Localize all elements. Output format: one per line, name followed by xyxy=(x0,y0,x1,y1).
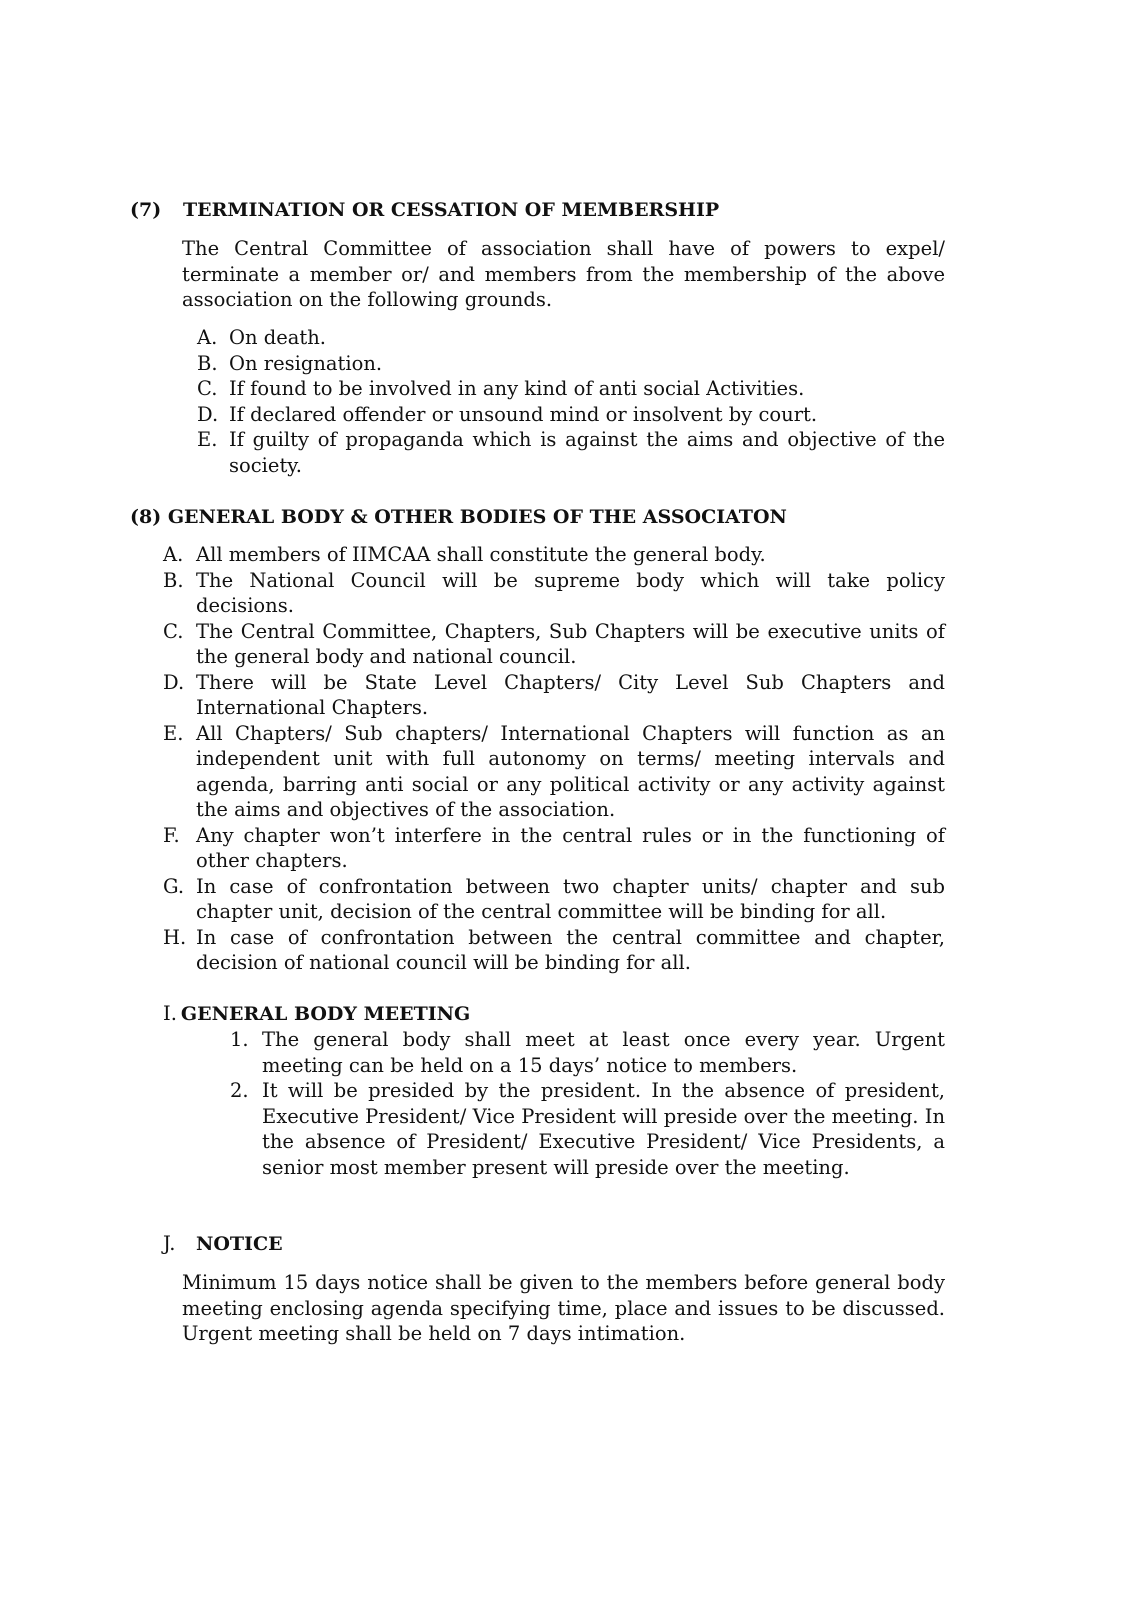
list-marker: E. xyxy=(197,428,218,451)
list-item xyxy=(197,376,945,402)
list-text: In case of confrontation between two chapter units/ chapter and sub chapter unit, decision of the central committee will be binding for all. xyxy=(196,874,945,923)
list-text: Any chapter won’t interfere in the central rules or in the functioning of other chapters. xyxy=(196,823,945,872)
list-item xyxy=(230,1078,945,1180)
list-item xyxy=(163,619,945,670)
list-item xyxy=(197,402,945,428)
list-text: It will be presided by the president. In the absence of president, Executive President/ Vice President will preside over the meeting. In the absence of President/ Executive President/ Vice Presidents, a senior most member present will preside over the meeting. xyxy=(262,1079,945,1179)
section-title: TERMINATION OR CESSATION OF MEMBERSHIP xyxy=(183,199,720,221)
list-item xyxy=(163,823,945,874)
notice-text: Minimum 15 days notice shall be given to the members before general body meeting enclosing agenda specifying time, place and issues to be discussed. Urgent meeting shall be held on 7 days intimation. xyxy=(182,1271,945,1345)
list-item xyxy=(163,568,945,619)
section-8-list xyxy=(163,542,945,976)
list-item xyxy=(163,542,945,568)
general-body-meeting-list xyxy=(230,1027,945,1180)
list-text: All members of IIMCAA shall constitute the general body. xyxy=(196,543,766,566)
list-marker: A. xyxy=(163,543,184,566)
list-marker: G. xyxy=(163,874,185,898)
list-item xyxy=(197,427,945,478)
list-marker: E. xyxy=(163,721,184,745)
notice-heading xyxy=(163,1231,283,1258)
list-text: There will be State Level Chapters/ City Level Sub Chapters and International Chapters. xyxy=(196,670,945,719)
list-text: The Central Committee, Chapters, Sub Chapters will be executive units of the general body and national council. xyxy=(196,619,945,668)
list-marker: D. xyxy=(197,402,219,426)
list-item xyxy=(230,1027,945,1078)
list-item xyxy=(163,874,945,925)
list-marker: D. xyxy=(163,670,185,694)
list-item xyxy=(163,721,945,823)
section-number: (7) xyxy=(130,199,162,221)
list-item xyxy=(197,325,945,351)
general-body-meeting-heading xyxy=(163,1001,470,1028)
list-text: The general body shall meet at least once every year. Urgent meeting can be held on a 15 days’ notice to members. xyxy=(262,1028,945,1077)
list-item xyxy=(163,925,945,976)
list-marker: C. xyxy=(197,377,218,400)
section-7-list xyxy=(197,325,945,478)
list-marker: C. xyxy=(163,619,184,643)
list-marker: B. xyxy=(197,351,218,375)
list-marker: H. xyxy=(163,925,187,949)
heading-marker: I. xyxy=(163,1002,177,1025)
heading-marker: J. xyxy=(163,1232,176,1255)
list-marker: F. xyxy=(163,823,180,847)
list-text: On resignation. xyxy=(229,351,383,375)
list-marker: A. xyxy=(197,326,218,349)
list-text: All Chapters/ Sub chapters/ International Chapters will function as an independent unit with full autonomy on terms/ meeting intervals and agenda, barring anti social or any political activity or any activity against the aims and objectives of the association. xyxy=(196,721,945,821)
list-text: If declared offender or unsound mind or insolvent by court. xyxy=(229,402,818,426)
list-marker: B. xyxy=(163,568,184,592)
list-text: In case of confrontation between the central committee and chapter, decision of national council will be binding for all. xyxy=(196,925,945,974)
list-item xyxy=(197,351,945,377)
section-7-heading xyxy=(130,198,719,224)
list-marker: 1. xyxy=(230,1028,249,1051)
list-item xyxy=(163,670,945,721)
list-text: If guilty of propaganda which is against the aims and objective of the society. xyxy=(229,428,945,477)
list-text: On death. xyxy=(229,326,326,349)
section-7-intro: The Central Committee of association shall have of powers to expel/ terminate a member or/ and members from the membership of the above association on the following grounds. xyxy=(182,237,945,311)
list-marker: 2. xyxy=(230,1079,249,1102)
heading-title: GENERAL BODY MEETING xyxy=(180,1003,471,1025)
section-8-heading: (8) GENERAL BODY & OTHER BODIES OF THE ASSOCIATON xyxy=(130,506,787,528)
list-text: The National Council will be supreme body which will take policy decisions. xyxy=(196,568,945,617)
list-text: If found to be involved in any kind of anti social Activities. xyxy=(229,377,805,400)
heading-title: NOTICE xyxy=(196,1233,283,1255)
